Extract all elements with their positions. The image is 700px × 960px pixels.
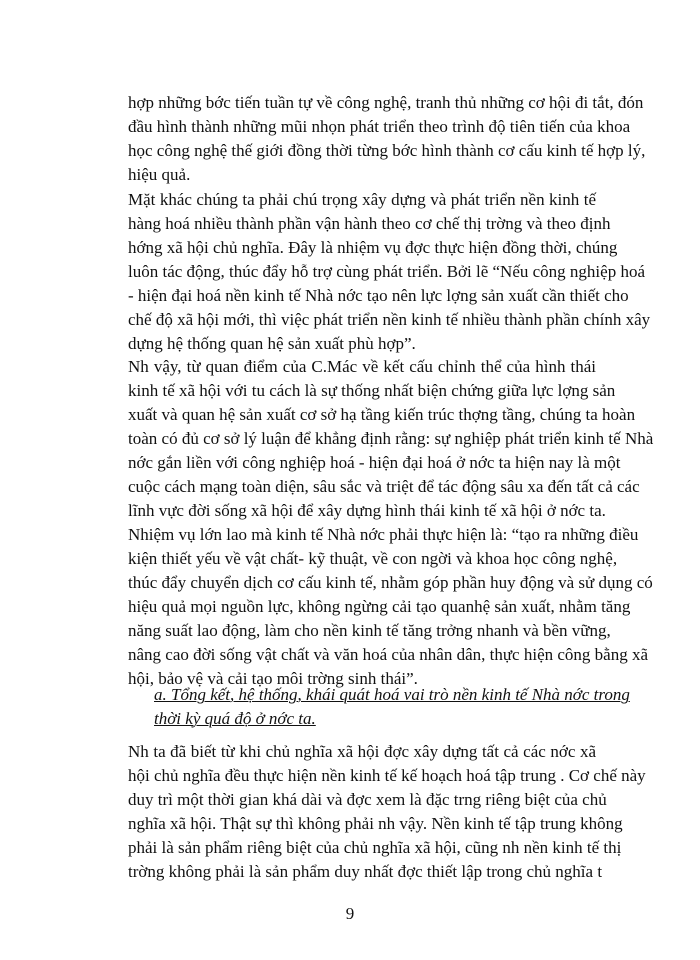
- text-line: học công nghệ thế giới đồng thời từng bớc hình thành cơ cấu kinh tế hợp lý,: [128, 141, 646, 160]
- text-line: toàn có đủ cơ sở lý luận để khẳng định rằng: sự nghiệp phát triển kinh tế Nhà: [128, 429, 654, 448]
- text-line: xuất và quan hệ sản xuất cơ sở hạ tầng kiến trúc thợng tầng, chúng ta hoàn: [128, 405, 636, 424]
- text-line: kiện thiết yếu về vật chất- kỹ thuật, về con ngời và khoa học công nghệ,: [128, 549, 618, 568]
- text-line: trờng không phải là sản phẩm duy nhất đợc thiết lập trong chủ nghĩa t: [128, 862, 603, 881]
- text-line: Nh vậy, từ quan điểm của C.Mác về kết cấu chỉnh thể của hình thái: [128, 357, 596, 376]
- text-line: đầu hình thành những mũi nhọn phát triển theo trình độ tiên tiến của khoa: [128, 117, 631, 136]
- paragraph-3: [128, 355, 654, 691]
- paragraph-2: [128, 188, 651, 356]
- text-line: hiệu quả mọi nguồn lực, không ngừng cải tạo quanhệ sản xuất, nhằm tăng: [128, 597, 631, 616]
- text-line: năng suất lao động, làm cho nền kinh tế tăng trởng nhanh và bền vững,: [128, 621, 611, 640]
- text-line: chế độ xã hội mới, thì việc phát triển nền kinh tế nhiều thành phần chính xây: [128, 310, 651, 329]
- text-line: hợp những bớc tiến tuần tự về công nghệ, tranh thủ những cơ hội đi tắt, đón: [128, 93, 644, 112]
- paragraph-4: [128, 740, 646, 884]
- text-line: thúc đẩy chuyển dịch cơ cấu kinh tế, nhằm góp phần huy động và sử dụng có: [128, 573, 653, 592]
- text-line: nghĩa xã hội. Thật sự thì không phải nh vậy. Nền kinh tế tập trung không: [128, 814, 623, 833]
- text-line: phải là sản phẩm riêng biệt của chủ nghĩa xã hội, cũng nh nền kinh tế thị: [128, 838, 622, 857]
- section-heading: [154, 683, 630, 731]
- text-line: nâng cao đời sống vật chất và văn hoá của nhân dân, thực hiện công bằng xã: [128, 645, 649, 664]
- paragraph-1: [128, 91, 646, 187]
- text-line: dựng hệ thống quan hệ sản xuất phù hợp”.: [128, 334, 416, 353]
- text-line: duy trì một thời gian khá dài và đợc xem là đặc trng riêng biệt của chủ: [128, 790, 607, 809]
- text-line: thời kỳ quá độ ở nớc ta.: [154, 709, 316, 728]
- text-line: hàng hoá nhiều thành phần vận hành theo cơ chế thị trờng và theo định: [128, 214, 611, 233]
- text-line: luôn tác động, thúc đẩy hỗ trợ cùng phát triển. Bởi lẽ “Nếu công nghiệp hoá: [128, 262, 645, 281]
- page-number: 9: [345, 904, 355, 923]
- text-line: - hiện đại hoá nền kinh tế Nhà nớc tạo nên lực lợng sản xuất cần thiết cho: [128, 286, 629, 305]
- text-line: hội, bảo vệ và cải tạo môi trờng sinh thái”.: [128, 669, 418, 688]
- text-line: cuộc cách mạng toàn diện, sâu sắc và triệt để tác động sâu xa đến tất cả các: [128, 477, 640, 496]
- text-line: nớc gắn liền với công nghiệp hoá - hiện đại hoá ở nớc ta hiện nay là một: [128, 453, 621, 472]
- text-line: kinh tế xã hội với tu cách là sự thống nhất biện chứng giữa lực lợng sản: [128, 381, 616, 400]
- text-line: Nhiệm vụ lớn lao mà kinh tế Nhà nớc phải thực hiện là: “tạo ra những điều: [128, 525, 639, 544]
- text-line: a. Tổng kết, hệ thống, khái quát hoá vai trò nền kinh tế Nhà nớc trong: [154, 685, 630, 704]
- text-line: lĩnh vực đời sống xã hội để xây dựng hình thái kinh tế xã hội ở nớc ta.: [128, 501, 606, 520]
- text-line: Nh ta đã biết từ khi chủ nghĩa xã hội đợc xây dựng tất cả các nớc xã: [128, 742, 596, 761]
- text-line: Mặt khác chúng ta phải chú trọng xây dựng và phát triển nền kinh tế: [128, 190, 596, 209]
- text-line: hiệu quả.: [128, 165, 191, 184]
- text-line: hớng xã hội chủ nghĩa. Đây là nhiệm vụ đợc thực hiện đồng thời, chúng: [128, 238, 618, 257]
- text-line: hội chủ nghĩa đều thực hiện nền kinh tế kế hoạch hoá tập trung . Cơ chế này: [128, 766, 646, 785]
